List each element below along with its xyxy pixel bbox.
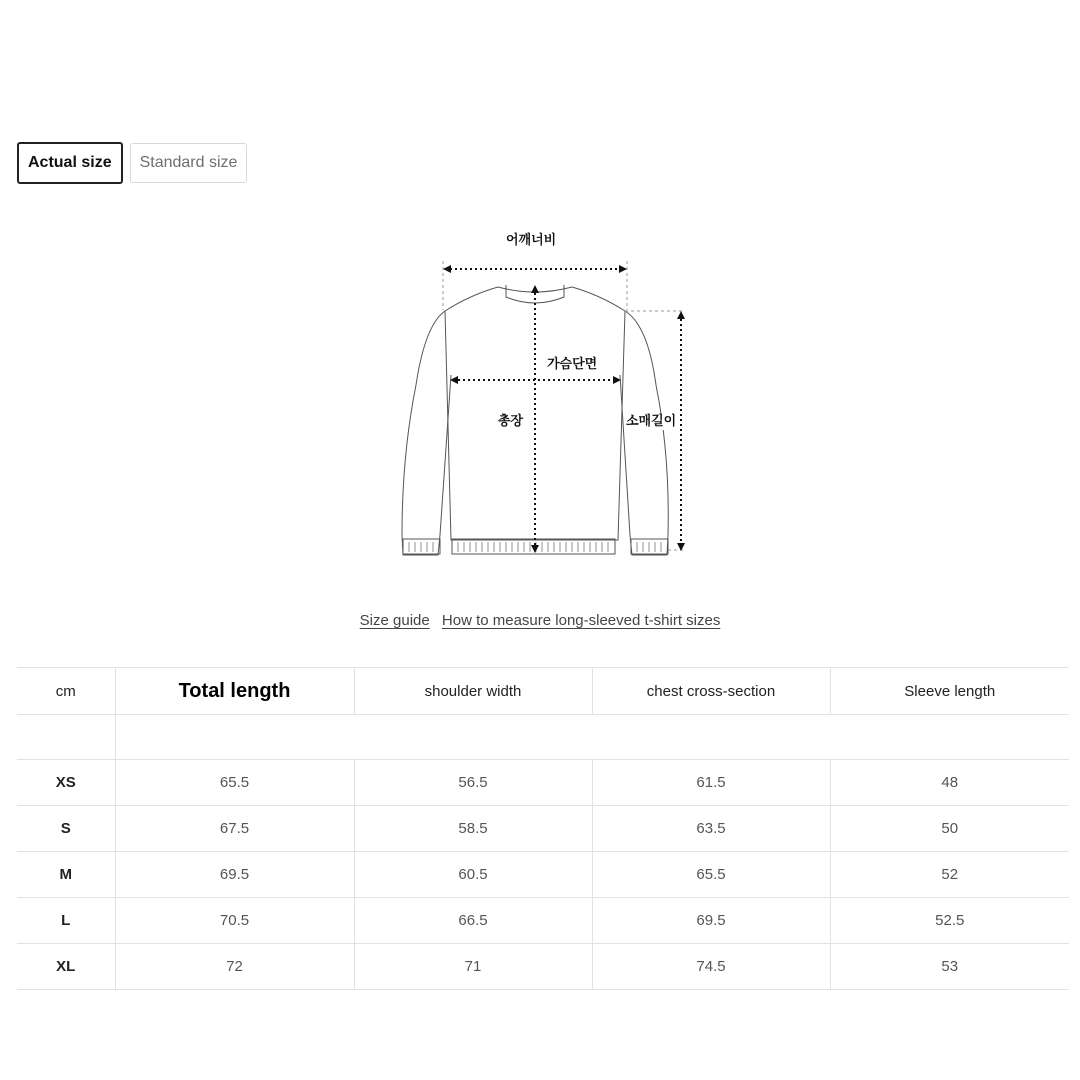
sleeve-length-value: 48: [830, 760, 1069, 806]
how-to-measure-link[interactable]: How to measure long-sleeved t-shirt sizes: [441, 612, 721, 629]
sleeve-length-label: 소매길이: [626, 414, 677, 429]
shoulder-width-value: 66.5: [354, 898, 592, 944]
total-length-value: 65.5: [115, 760, 354, 806]
total-length-value: 72: [115, 944, 354, 990]
chest-value: 65.5: [592, 852, 830, 898]
shoulder-width-value: 58.5: [354, 806, 592, 852]
sweatshirt-measurement-diagram: [380, 225, 710, 570]
sweatshirt-illustration: [380, 225, 710, 570]
sleeve-length-value: 53: [830, 944, 1069, 990]
chest-value: 61.5: [592, 760, 830, 806]
chest-section-label: 가슴단면: [547, 357, 598, 372]
sleeve-length-value: 50: [830, 806, 1069, 852]
blank-cell: [17, 715, 115, 760]
size-label: XL: [17, 944, 115, 990]
chest-value: 74.5: [592, 944, 830, 990]
table-header-row: [17, 668, 1069, 715]
size-label: S: [17, 806, 115, 852]
sleeve-length-value: 52.5: [830, 898, 1069, 944]
standard-size-button[interactable]: Standard size: [130, 143, 248, 183]
size-label: L: [17, 898, 115, 944]
table-row: [17, 898, 1069, 944]
size-guide-link[interactable]: Size guide: [359, 612, 430, 629]
chest-cross-section-header: chest cross-section: [592, 668, 830, 715]
shoulder-width-value: 71: [354, 944, 592, 990]
table-row: [17, 760, 1069, 806]
total-length-value: 70.5: [115, 898, 354, 944]
size-table: [17, 667, 1069, 990]
unit-header: cm: [17, 668, 115, 715]
blank-cell: [115, 715, 1069, 760]
shoulder-width-header: shoulder width: [354, 668, 592, 715]
size-guide-links: [0, 612, 1080, 629]
chest-value: 69.5: [592, 898, 830, 944]
table-row: [17, 852, 1069, 898]
table-row: [17, 806, 1069, 852]
total-length-label: 총장: [498, 414, 524, 429]
shoulder-width-value: 56.5: [354, 760, 592, 806]
table-row: [17, 944, 1069, 990]
total-length-value: 67.5: [115, 806, 354, 852]
total-length-value: 69.5: [115, 852, 354, 898]
total-length-header: Total length: [115, 668, 354, 715]
size-type-toggle: [17, 142, 247, 184]
actual-size-button[interactable]: Actual size: [17, 142, 123, 184]
size-label: XS: [17, 760, 115, 806]
sleeve-length-value: 52: [830, 852, 1069, 898]
chest-value: 63.5: [592, 806, 830, 852]
shoulder-width-value: 60.5: [354, 852, 592, 898]
size-label: M: [17, 852, 115, 898]
table-blank-row: [17, 715, 1069, 760]
sleeve-length-header: Sleeve length: [830, 668, 1069, 715]
shoulder-width-label: 어깨너비: [506, 233, 557, 248]
